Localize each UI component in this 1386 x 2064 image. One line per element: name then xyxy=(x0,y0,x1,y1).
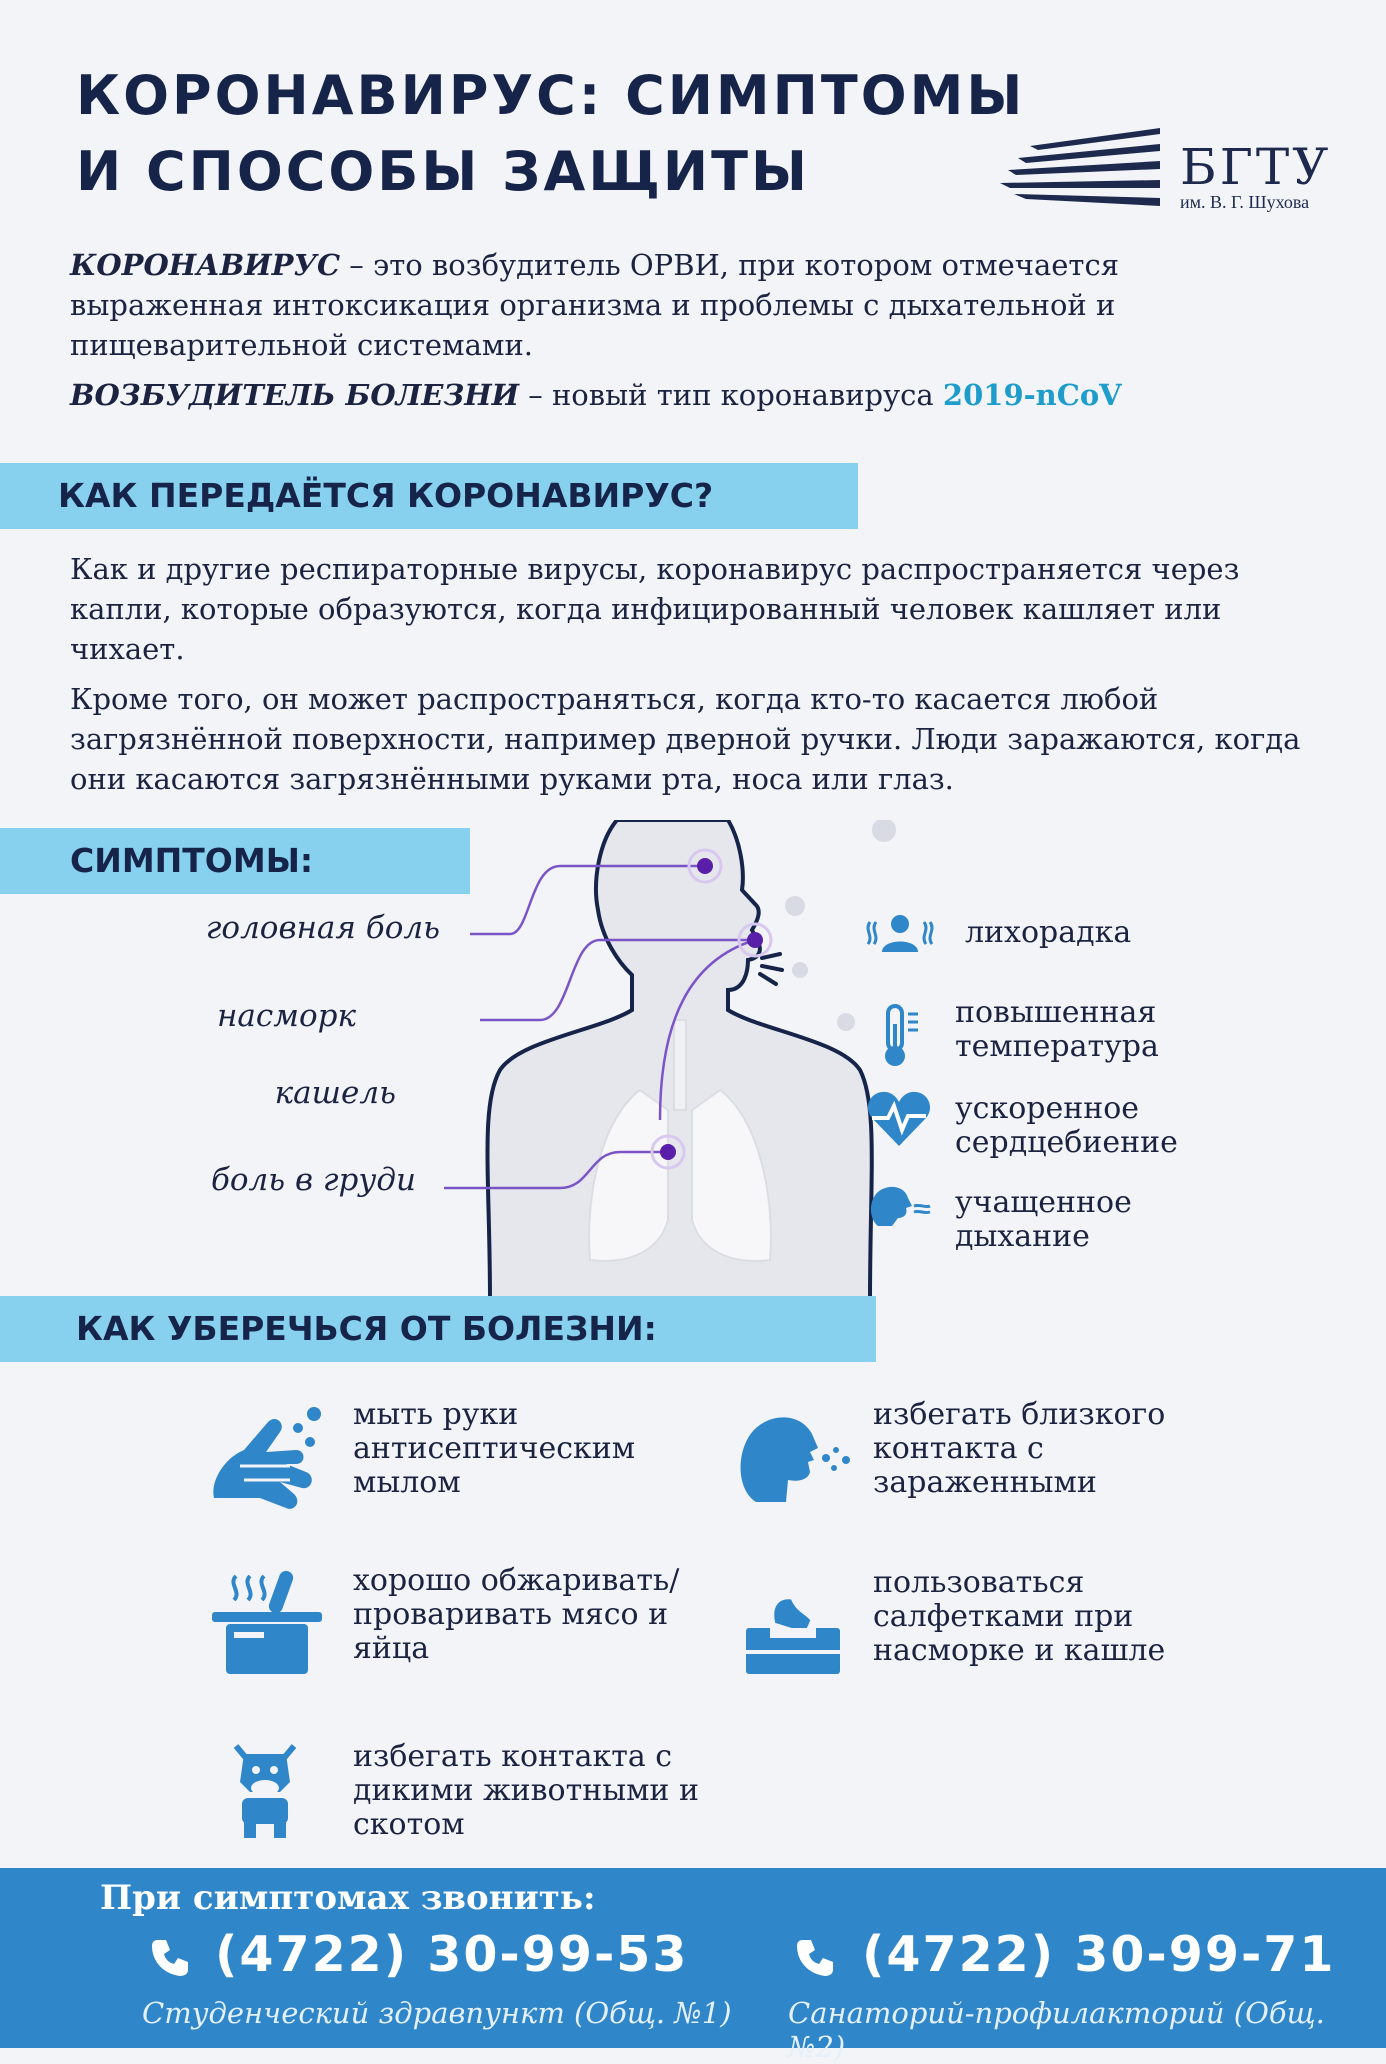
symptoms-heading: СИМПТОМЫ: xyxy=(0,828,470,894)
logo-stripes-icon xyxy=(1000,128,1175,218)
title-line-1: КОРОНАВИРУС: СИМПТОМЫ xyxy=(76,64,1026,127)
term-coronavirus: КОРОНАВИРУС xyxy=(70,248,341,282)
symptom-cough: кашель xyxy=(274,1075,396,1111)
protect-use-tissues: пользоваться салфетками при насморке и кашле xyxy=(873,1565,1166,1668)
strain-name: 2019-nCoV xyxy=(942,378,1122,412)
symptom-fever: лихорадка xyxy=(965,915,1132,950)
symptom-rapid-breathing: учащенное дыхание xyxy=(955,1185,1132,1254)
heartbeat-icon xyxy=(866,1090,932,1148)
cooking-pot-icon xyxy=(212,1568,322,1678)
phone-place-2: Санаторий-профилакторий (Общ. №2) xyxy=(788,1996,1325,2064)
cow-icon xyxy=(230,1742,300,1840)
definition-pathogen-text: – новый тип коронавируса xyxy=(519,378,943,412)
breathing-icon xyxy=(868,1180,932,1228)
symptom-chest-pain: боль в груди xyxy=(210,1162,416,1198)
intro-definitions xyxy=(70,245,1290,415)
symptom-headache: головная боль xyxy=(205,910,440,946)
definition-pathogen xyxy=(70,375,1290,415)
hand-washing-icon xyxy=(210,1402,326,1514)
footer-title: При симптомах звонить: xyxy=(100,1878,596,1918)
cough-lines-icon xyxy=(760,954,782,984)
phone-icon xyxy=(150,1938,190,1978)
protect-avoid-animals: избегать контакта с дикими животными и скотом xyxy=(353,1739,699,1842)
symptom-fast-heartbeat: ускоренное сердцебиение xyxy=(955,1091,1178,1160)
sneezing-person-icon xyxy=(736,1408,852,1504)
symptom-high-temperature: повышенная температура xyxy=(955,995,1159,1064)
transmission-paragraph-2: Кроме того, он может распространяться, когда кто-то касается любой загрязнённой поверхности, например дверной ручки. Люди заражаются, когда они касаются загрязнёнными руками рта, носа или глаз. xyxy=(70,682,1301,796)
phone-place-1: Студенческий здравпункт (Общ. №1) xyxy=(142,1996,732,2030)
contact-footer xyxy=(0,1868,1386,2064)
term-pathogen: ВОЗБУДИТЕЛЬ БОЛЕЗНИ xyxy=(70,378,520,412)
thermometer-icon xyxy=(876,1004,924,1068)
university-logo xyxy=(1000,128,1345,218)
phone-number-2[interactable]: (4722) 30-99-71 xyxy=(862,1926,1336,1983)
protect-cook-food: хорошо обжаривать/ проваривать мясо и яйца xyxy=(353,1563,680,1666)
page-title xyxy=(76,58,1076,210)
transmission-heading: КАК ПЕРЕДАЁТСЯ КОРОНАВИРУС? xyxy=(0,463,858,529)
definition-coronavirus-text: – это возбудитель ОРВИ, при котором отмечается выраженная интоксикация организма и проблемы с дыхательной и пищеварительной системами. xyxy=(70,248,1119,362)
transmission-text xyxy=(70,549,1320,809)
protection-heading: КАК УБЕРЕЧЬСЯ ОТ БОЛЕЗНИ: xyxy=(0,1296,876,1362)
fever-person-icon xyxy=(862,912,938,956)
title-line-2: И СПОСОБЫ ЗАЩИТЫ xyxy=(76,140,810,203)
protect-wash-hands: мыть руки антисептическим мылом xyxy=(353,1397,636,1500)
logo-subtitle: им. В. Г. Шухова xyxy=(1180,192,1310,212)
definition-coronavirus xyxy=(70,245,1170,365)
phone-icon xyxy=(795,1938,835,1978)
phone-number-1[interactable]: (4722) 30-99-53 xyxy=(215,1926,689,1983)
transmission-paragraph-1: Как и другие респираторные вирусы, коронавирус распространяется через капли, которые образуются, когда инфицированный человек кашляет или чихает. xyxy=(70,552,1240,666)
tissue-box-icon xyxy=(746,1594,840,1674)
logo-name: БГТУ xyxy=(1180,138,1332,196)
protect-avoid-contact: избегать близкого контакта с зараженными xyxy=(873,1397,1166,1500)
symptom-runny-nose: насморк xyxy=(217,998,356,1034)
